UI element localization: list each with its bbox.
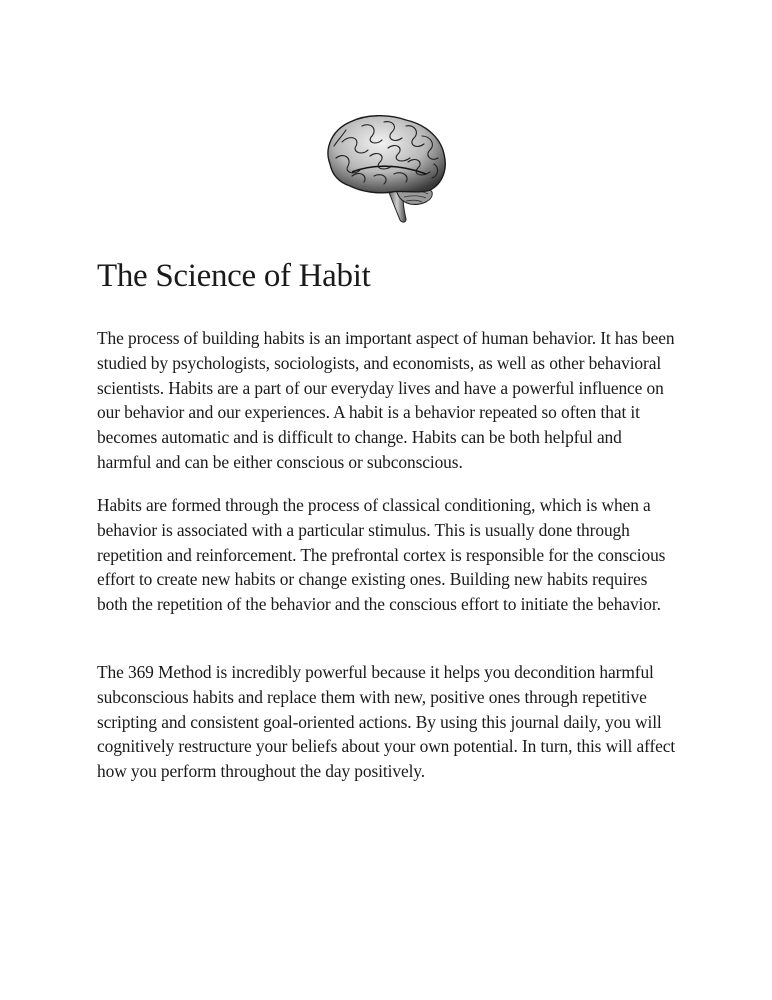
paragraph-habit-formation: Habits are formed through the process of classical conditioning, which is when a behavior is associated with a particular stimulus. This is usually done through repetition and reinforcement. The prefrontal cortex is responsible for the conscious effort to create new habits or change existing ones. Building new habits requires both the repetition of the behavior and the conscious effort to initiate the behavior. — [97, 495, 666, 615]
page-title: The Science of Habit — [97, 258, 371, 294]
paragraph-habits-overview: The process of building habits is an important aspect of human behavior. It has been studied by psychologists, sociologists, and economists, as well as other behavioral scientists. Habits are a part of our everyday lives and have a powerful influence on our behavior and our experiences. A habit is a behavior repeated so often that it becomes automatic and is difficult to change. Habits can be both helpful and harmful and can be either conscious or subconscious. — [97, 328, 675, 472]
paragraph-369-method: The 369 Method is incredibly powerful because it helps you decondition harmful subconscious habits and replace them with new, positive ones through repetitive scripting and consistent goal-oriented actions. By using this journal daily, you will cognitively restructure your beliefs about your own potential. In turn, this will affect how you perform throughout the day positively. — [97, 662, 676, 782]
brain-icon — [322, 112, 450, 224]
